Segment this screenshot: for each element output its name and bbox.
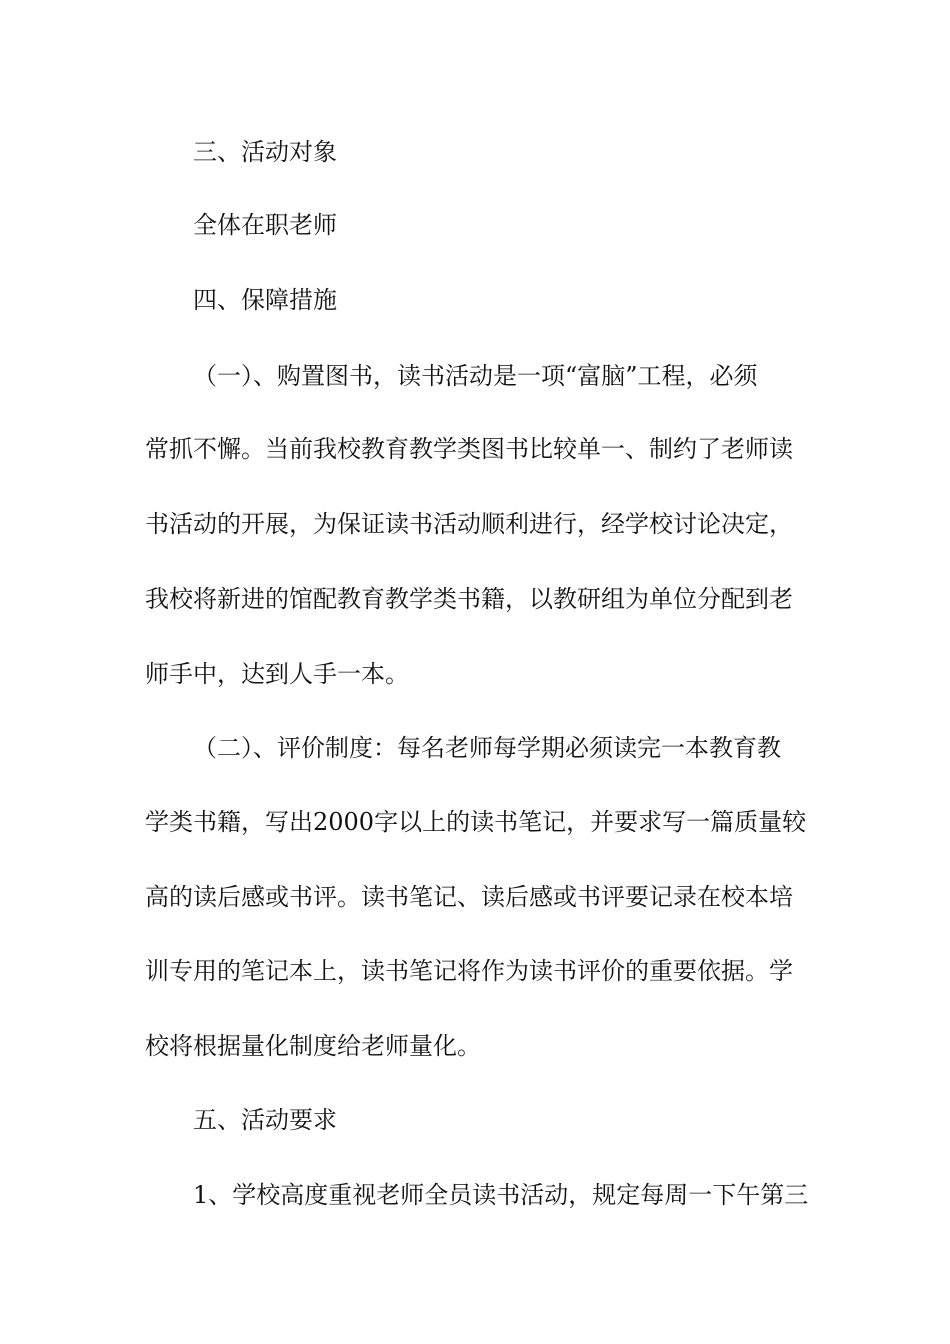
paragraph-line: （一）、购置图书，读书活动是一项“富脑”工程，必须 (193, 362, 758, 390)
paragraph-line: 学类书籍，写出2000字以上的读书笔记，并要求写一篇质量较 (145, 808, 807, 836)
section-heading-activity-target: 三、活动对象 (193, 138, 337, 166)
paragraph-line: 师手中，达到人手一本。 (145, 660, 409, 688)
activity-target-text: 全体在职老师 (193, 211, 337, 239)
paragraph-line: 训专用的笔记本上，读书笔记将作为读书评价的重要依据。学 (145, 957, 793, 985)
paragraph-line: （二）、评价制度：每名老师每学期必须读完一本教育教 (193, 734, 781, 762)
section-heading-activity-requirements: 五、活动要求 (193, 1106, 337, 1134)
section-heading-safeguards: 四、保障措施 (193, 286, 337, 314)
paragraph-line: 校将根据量化制度给老师量化。 (145, 1032, 481, 1060)
paragraph-line: 1、学校高度重视老师全员读书活动，规定每周一下午第三 (193, 1181, 809, 1209)
paragraph-line: 高的读后感或书评。读书笔记、读后感或书评要记录在校本培 (145, 883, 793, 911)
paragraph-line: 我校将新进的馆配教育教学类书籍，以教研组为单位分配到老 (145, 585, 793, 613)
paragraph-line: 书活动的开展，为保证读书活动顺利进行，经学校讨论决定， (145, 510, 793, 538)
paragraph-line: 常抓不懈。当前我校教育教学类图书比较单一、制约了老师读 (145, 435, 793, 463)
